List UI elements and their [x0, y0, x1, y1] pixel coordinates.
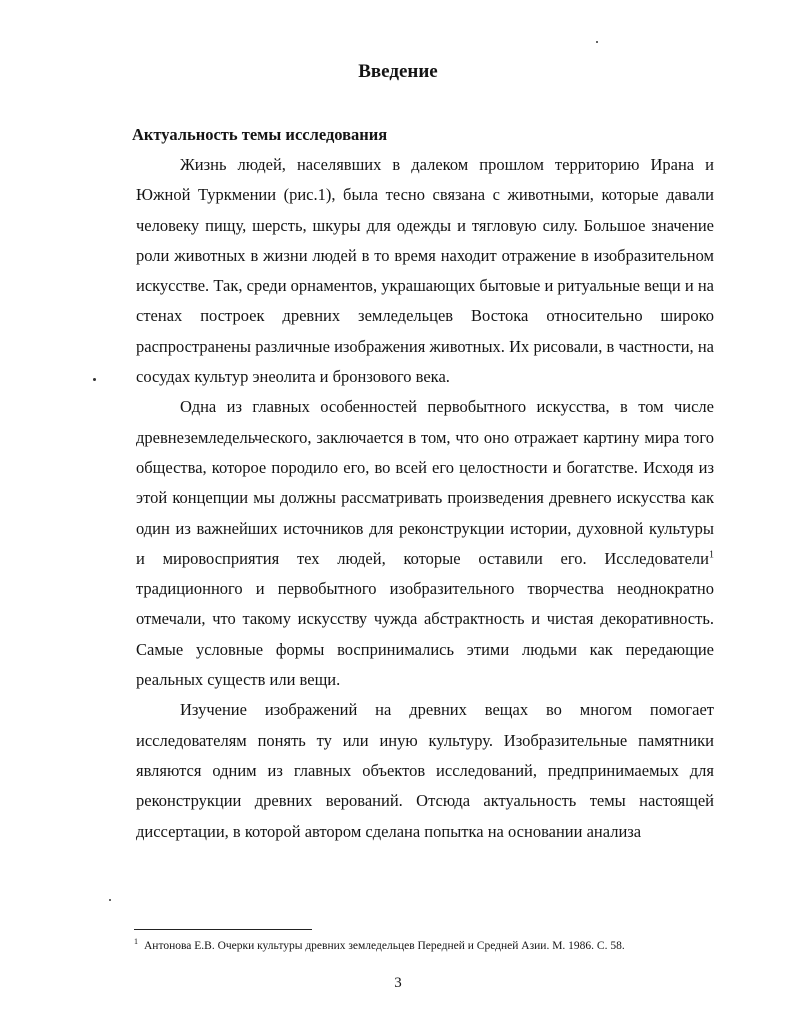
- paragraph-1-text: Жизнь людей, населявших в далеком прошлом территорию Ирана и Южной Туркмении (рис.1), была тесно связана с животными, которые давали человеку пищу, шерсть, шкуры для одежды и тягловую силу. Большое значение роли животных в жизни людей в то время находит отражение в изобразительном искусстве. Так, среди орнаментов, украшающих бытовые и ритуальные вещи и на стенах построек древних земледельцев Востока относительно широко распространены различные изображения животных. Их рисовали, в частности, на сосудах культур энеолита и бронзового века.: [136, 155, 714, 387]
- paragraph-2-text-start: Одна из главных особенностей первобытного искусства, в том числе древнеземледельческого, заключается в том, что оно отражает картину мира того общества, которое породило его, во всей его целостности и богатстве. Исходя из этой концепции мы должны рассматривать произведения древнего искусства как один из важнейших источников для реконструкции истории, духовной культуры и мировосприятия тех людей, которые оставили его. Исследователи: [136, 397, 714, 568]
- scan-speck: [109, 899, 111, 901]
- paragraph-2: [136, 392, 714, 695]
- footnote-reference[interactable]: 1: [709, 549, 714, 561]
- footnote: [134, 939, 734, 953]
- paragraph-3: [136, 695, 714, 846]
- section-heading: Актуальность темы исследования: [132, 125, 388, 144]
- scan-speck: [93, 378, 96, 381]
- scan-speck: [596, 41, 598, 43]
- footnote-marker: 1: [134, 937, 138, 947]
- paragraph-1: [136, 150, 714, 392]
- paragraph-3-text: Изучение изображений на древних вещах во многом помогает исследователям понять ту или иную культуру. Изобразительные памятники являются одним из главных объектов исследований, предпринимаемых для реконструкции древних верований. Отсюда актуальность темы настоящей диссертации, в которой автором сделана попытка на основании анализа: [136, 700, 714, 841]
- footnote-text: Антонова Е.В. Очерки культуры древних земледельцев Передней и Средней Азии. М. 1986. С. 58.: [144, 940, 625, 952]
- body-text: [136, 150, 714, 847]
- page-number: 3: [394, 975, 402, 991]
- paragraph-2-text-end: традиционного и первобытного изобразительного творчества неоднократно отмечали, что такому искусству чужда абстрактность и чистая декоративность. Самые условные формы воспринимались этими людьми как передающие реальных существ или вещи.: [136, 579, 714, 690]
- page-title: Введение: [358, 61, 438, 82]
- footnote-divider: [134, 929, 312, 930]
